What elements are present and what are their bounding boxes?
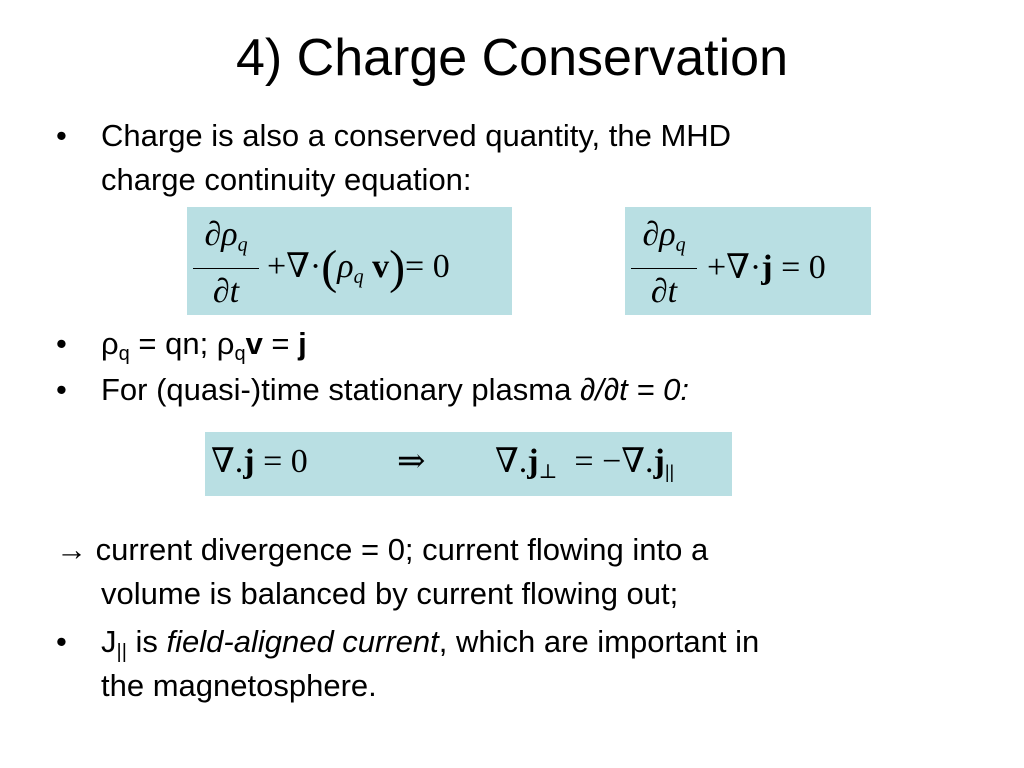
- current-density-vector: j: [761, 249, 773, 286]
- current-density-vector: j: [527, 443, 539, 480]
- equals-negative-divergence: = −∇.: [574, 443, 654, 480]
- divergence-operator: ∇.: [211, 443, 244, 480]
- bullet-dot: •: [56, 372, 67, 407]
- rho-symbol: ρ: [337, 248, 354, 285]
- q-subscript: q: [118, 343, 130, 365]
- q-subscript: q: [234, 343, 246, 365]
- equals-zero: = 0: [781, 249, 826, 286]
- right-paren: ): [389, 241, 406, 294]
- bullet-text-line2: charge continuity equation:: [101, 162, 472, 197]
- frac-numerator: ∂ρ: [204, 216, 238, 253]
- bullet-rho-definition: [56, 322, 307, 366]
- frac-num-subscript: q: [675, 234, 686, 256]
- equation-rhs: [267, 240, 450, 295]
- bullet-field-aligned-current: [56, 620, 966, 708]
- divergence-operator: +∇·: [267, 248, 322, 285]
- current-density-vector: j: [298, 326, 307, 361]
- frac-denominator: ∂t: [650, 273, 678, 310]
- parallel-subscript: ||: [116, 641, 127, 663]
- frac-num-subscript: q: [237, 234, 248, 256]
- rho-symbol: ρ: [101, 326, 119, 361]
- bullet-dot: •: [56, 118, 67, 153]
- fraction-bar: [631, 268, 697, 269]
- current-divergence-statement: [56, 528, 956, 616]
- continuity-equation-box-1: [187, 207, 512, 315]
- bullet-text-line2: the magnetosphere.: [101, 668, 377, 703]
- velocity-vector: v: [245, 326, 263, 361]
- implies-arrow: ⇒: [397, 443, 426, 480]
- bullet-text-line1: Charge is also a conserved quantity, the MHD: [101, 118, 732, 153]
- equals-zero: = 0: [263, 443, 308, 480]
- current-density-vector: j: [653, 443, 665, 480]
- divergence-equation: [211, 441, 308, 481]
- perp-parallel-equation: [495, 441, 674, 484]
- bullet-stationary-plasma: [56, 368, 956, 412]
- bullet-dot: •: [56, 624, 67, 659]
- bullet-dot: •: [56, 326, 67, 361]
- equals-sign: =: [262, 326, 299, 361]
- statement-line1: → current divergence = 0; current flowing into a: [56, 532, 709, 567]
- divergence-operator: +∇·: [707, 249, 762, 286]
- bullet-charge-conserved: [56, 114, 956, 202]
- J-symbol: J: [101, 624, 117, 659]
- parallel-subscript: ||: [664, 462, 675, 482]
- rho-subscript: q: [353, 266, 364, 288]
- equals-zero: = 0: [405, 248, 450, 285]
- fraction-bar: [193, 268, 259, 269]
- time-derivative-fraction: [193, 215, 259, 312]
- frac-numerator: ∂ρ: [642, 216, 676, 253]
- perpendicular-subscript: ⊥: [538, 461, 558, 483]
- field-aligned-current-term: field-aligned current: [166, 624, 439, 659]
- equation-rhs: [707, 247, 826, 287]
- time-derivative-zero: ∂/∂t = 0:: [579, 372, 689, 407]
- velocity-vector: v: [372, 248, 390, 285]
- frac-denominator: ∂t: [212, 273, 240, 310]
- statement-line2: volume is balanced by current flowing out;: [101, 576, 679, 611]
- stationary-text: For (quasi-)time stationary plasma: [101, 372, 580, 407]
- time-derivative-fraction: [631, 215, 697, 312]
- divergence-operator: ∇.: [495, 443, 528, 480]
- continuity-equation-box-2: [625, 207, 871, 315]
- is-text: is: [126, 624, 167, 659]
- left-paren: (: [321, 241, 338, 294]
- slide-title: 4) Charge Conservation: [235, 29, 789, 87]
- divergence-equation-box: [205, 432, 732, 496]
- rho-equals-qn: = qn; ρ: [129, 326, 235, 361]
- importance-text: , which are important in: [438, 624, 760, 659]
- current-density-vector: j: [243, 443, 255, 480]
